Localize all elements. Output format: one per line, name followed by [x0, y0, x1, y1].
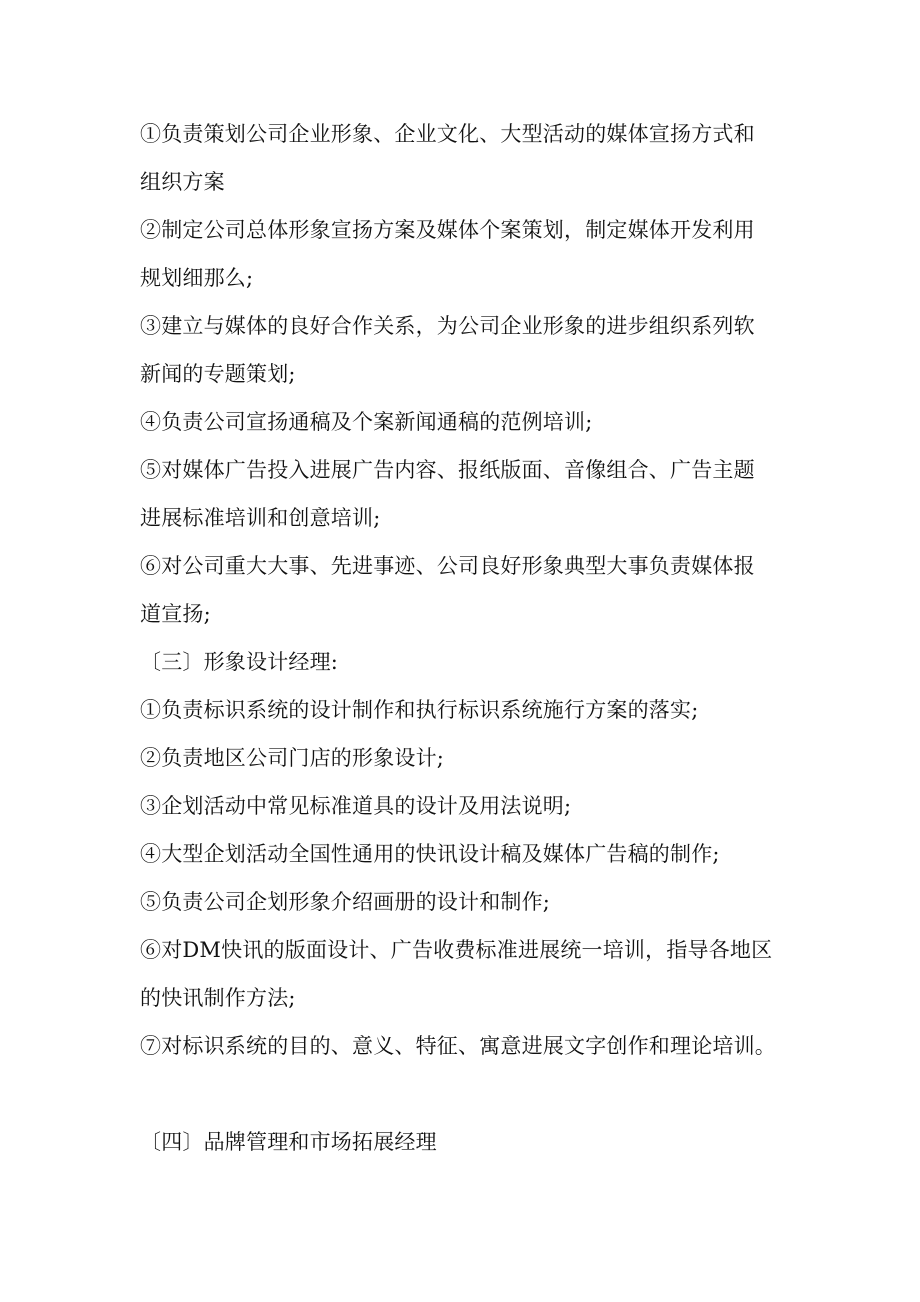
text-line: 道宣扬; — [140, 602, 211, 626]
text-line: ②制定公司总体形象宣扬方案及媒体个案策划，制定媒体开发利用 — [140, 218, 755, 242]
text-line: ③建立与媒体的良好合作关系，为公司企业形象的进步组织系列软 — [140, 314, 755, 338]
text-line: 进展标准培训和创意培训; — [140, 506, 381, 530]
text-line: ③企划活动中常见标准道具的设计及用法说明; — [140, 794, 572, 818]
text-line: 的快讯制作方法; — [140, 986, 296, 1010]
text-line: 组织方案 — [140, 170, 225, 194]
text-line: ⑤负责公司企划形象介绍画册的设计和制作; — [140, 890, 551, 914]
text-line: 新闻的专题策划; — [140, 362, 296, 386]
text-line: ⑥对公司重大大事、先进事迹、公司良好形象典型大事负责媒体报 — [140, 554, 755, 578]
text-line: ④负责公司宣扬通稿及个案新闻通稿的范例培训; — [140, 410, 593, 434]
section-heading: 〔四〕品牌管理和市场拓展经理 — [140, 1130, 437, 1154]
text-line: ②负责地区公司门店的形象设计; — [140, 746, 445, 770]
text-line: ①负责策划公司企业形象、企业文化、大型活动的媒体宣扬方式和 — [140, 122, 755, 146]
text-line: ⑦对标识系统的目的、意义、特征、寓意进展文字创作和理论培训。 — [140, 1034, 776, 1058]
text-line: 规划细那么; — [140, 266, 254, 290]
section-heading: 〔三〕形象设计经理: — [140, 650, 339, 674]
text-line: ⑥对DM快讯的版面设计、广告收费标准进展统一培训，指导各地区 — [140, 938, 773, 962]
text-line: ④大型企划活动全国性通用的快讯设计稿及媒体广告稿的制作; — [140, 842, 720, 866]
text-line: ⑤对媒体广告投入进展广告内容、报纸版面、音像组合、广告主题 — [140, 458, 755, 482]
text-line: ①负责标识系统的设计制作和执行标识系统施行方案的落实; — [140, 698, 699, 722]
